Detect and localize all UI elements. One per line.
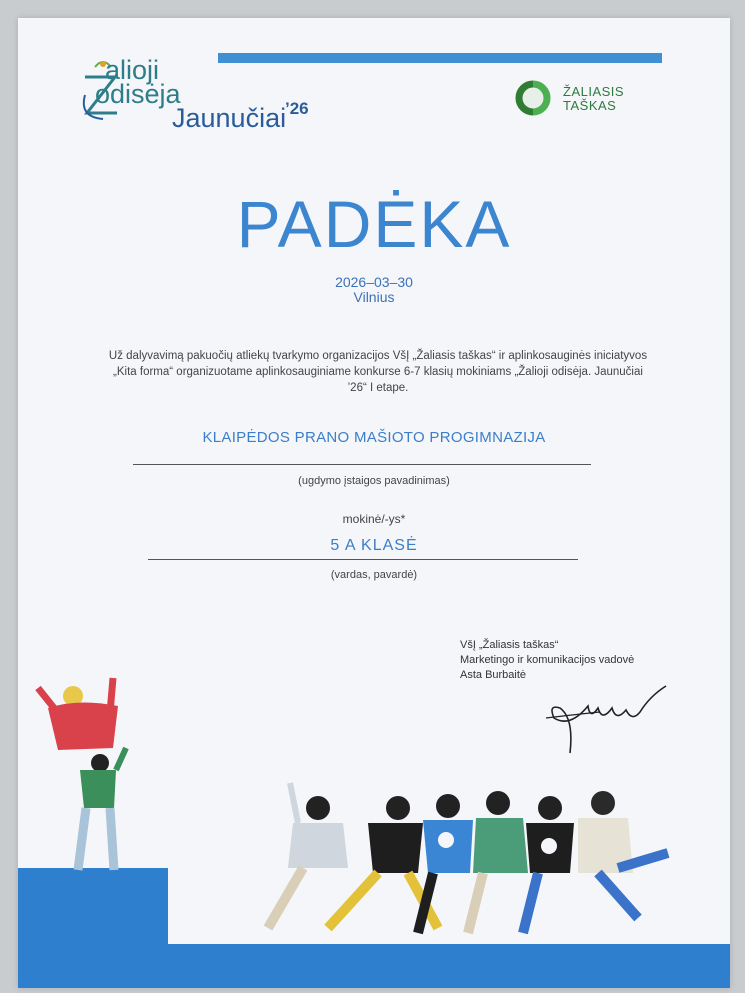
brand-line1: ŽALIASIS bbox=[563, 84, 625, 99]
certificate-body-text: Už dalyvavimą pakuočių atliekų tvarkymo organizacijos VšĮ „Žaliasis taškas“ ir aplinkosauginės iniciatyvos „Kita forma“ organizuotame aplinkosauginiame konkurse 6-7 klasių mokiniams „Žalioji odisėja. Jaunučiai ’26“ I etape. bbox=[108, 350, 648, 394]
logo-text-line3: Jaunučiai bbox=[172, 103, 287, 133]
certificate-title: PADĖKA bbox=[236, 187, 512, 261]
dancing-figures bbox=[268, 783, 668, 933]
bottom-accent-bar bbox=[18, 944, 730, 988]
certificate-date: 2026–03–30 bbox=[335, 274, 413, 290]
logo-text-line1: alioji bbox=[105, 55, 160, 85]
student-label: mokinė/-ys* bbox=[342, 512, 406, 526]
green-dot-icon bbox=[515, 80, 555, 116]
logo-text-line2: odisėja bbox=[95, 79, 181, 109]
institution-underline bbox=[133, 464, 591, 465]
podium-figures bbox=[38, 678, 126, 870]
student-underline bbox=[148, 559, 578, 560]
certificate-page bbox=[18, 18, 730, 988]
logo-year: ’26 bbox=[285, 99, 309, 118]
student-caption: (vardas, pavardė) bbox=[330, 569, 418, 581]
people-illustration bbox=[18, 658, 730, 958]
zalioji-odiseja-logo bbox=[73, 53, 343, 143]
signer-position: Marketingo ir komunikacijos vadovė bbox=[460, 654, 635, 666]
signer-org: VšĮ „Žaliasis taškas“ bbox=[460, 639, 559, 651]
zaliasis-taskas-logo bbox=[515, 80, 655, 120]
student-name: 5 A KLASĖ bbox=[330, 537, 418, 554]
signer-name: Asta Burbaitė bbox=[460, 669, 527, 681]
institution-name: KLAIPĖDOS PRANO MAŠIOTO PROGIMNAZIJA bbox=[202, 429, 546, 446]
institution-caption: (ugdymo įstaigos pavadinimas) bbox=[298, 475, 450, 487]
certificate-city: Vilnius bbox=[353, 289, 395, 305]
brand-line2: TAŠKAS bbox=[563, 98, 617, 113]
